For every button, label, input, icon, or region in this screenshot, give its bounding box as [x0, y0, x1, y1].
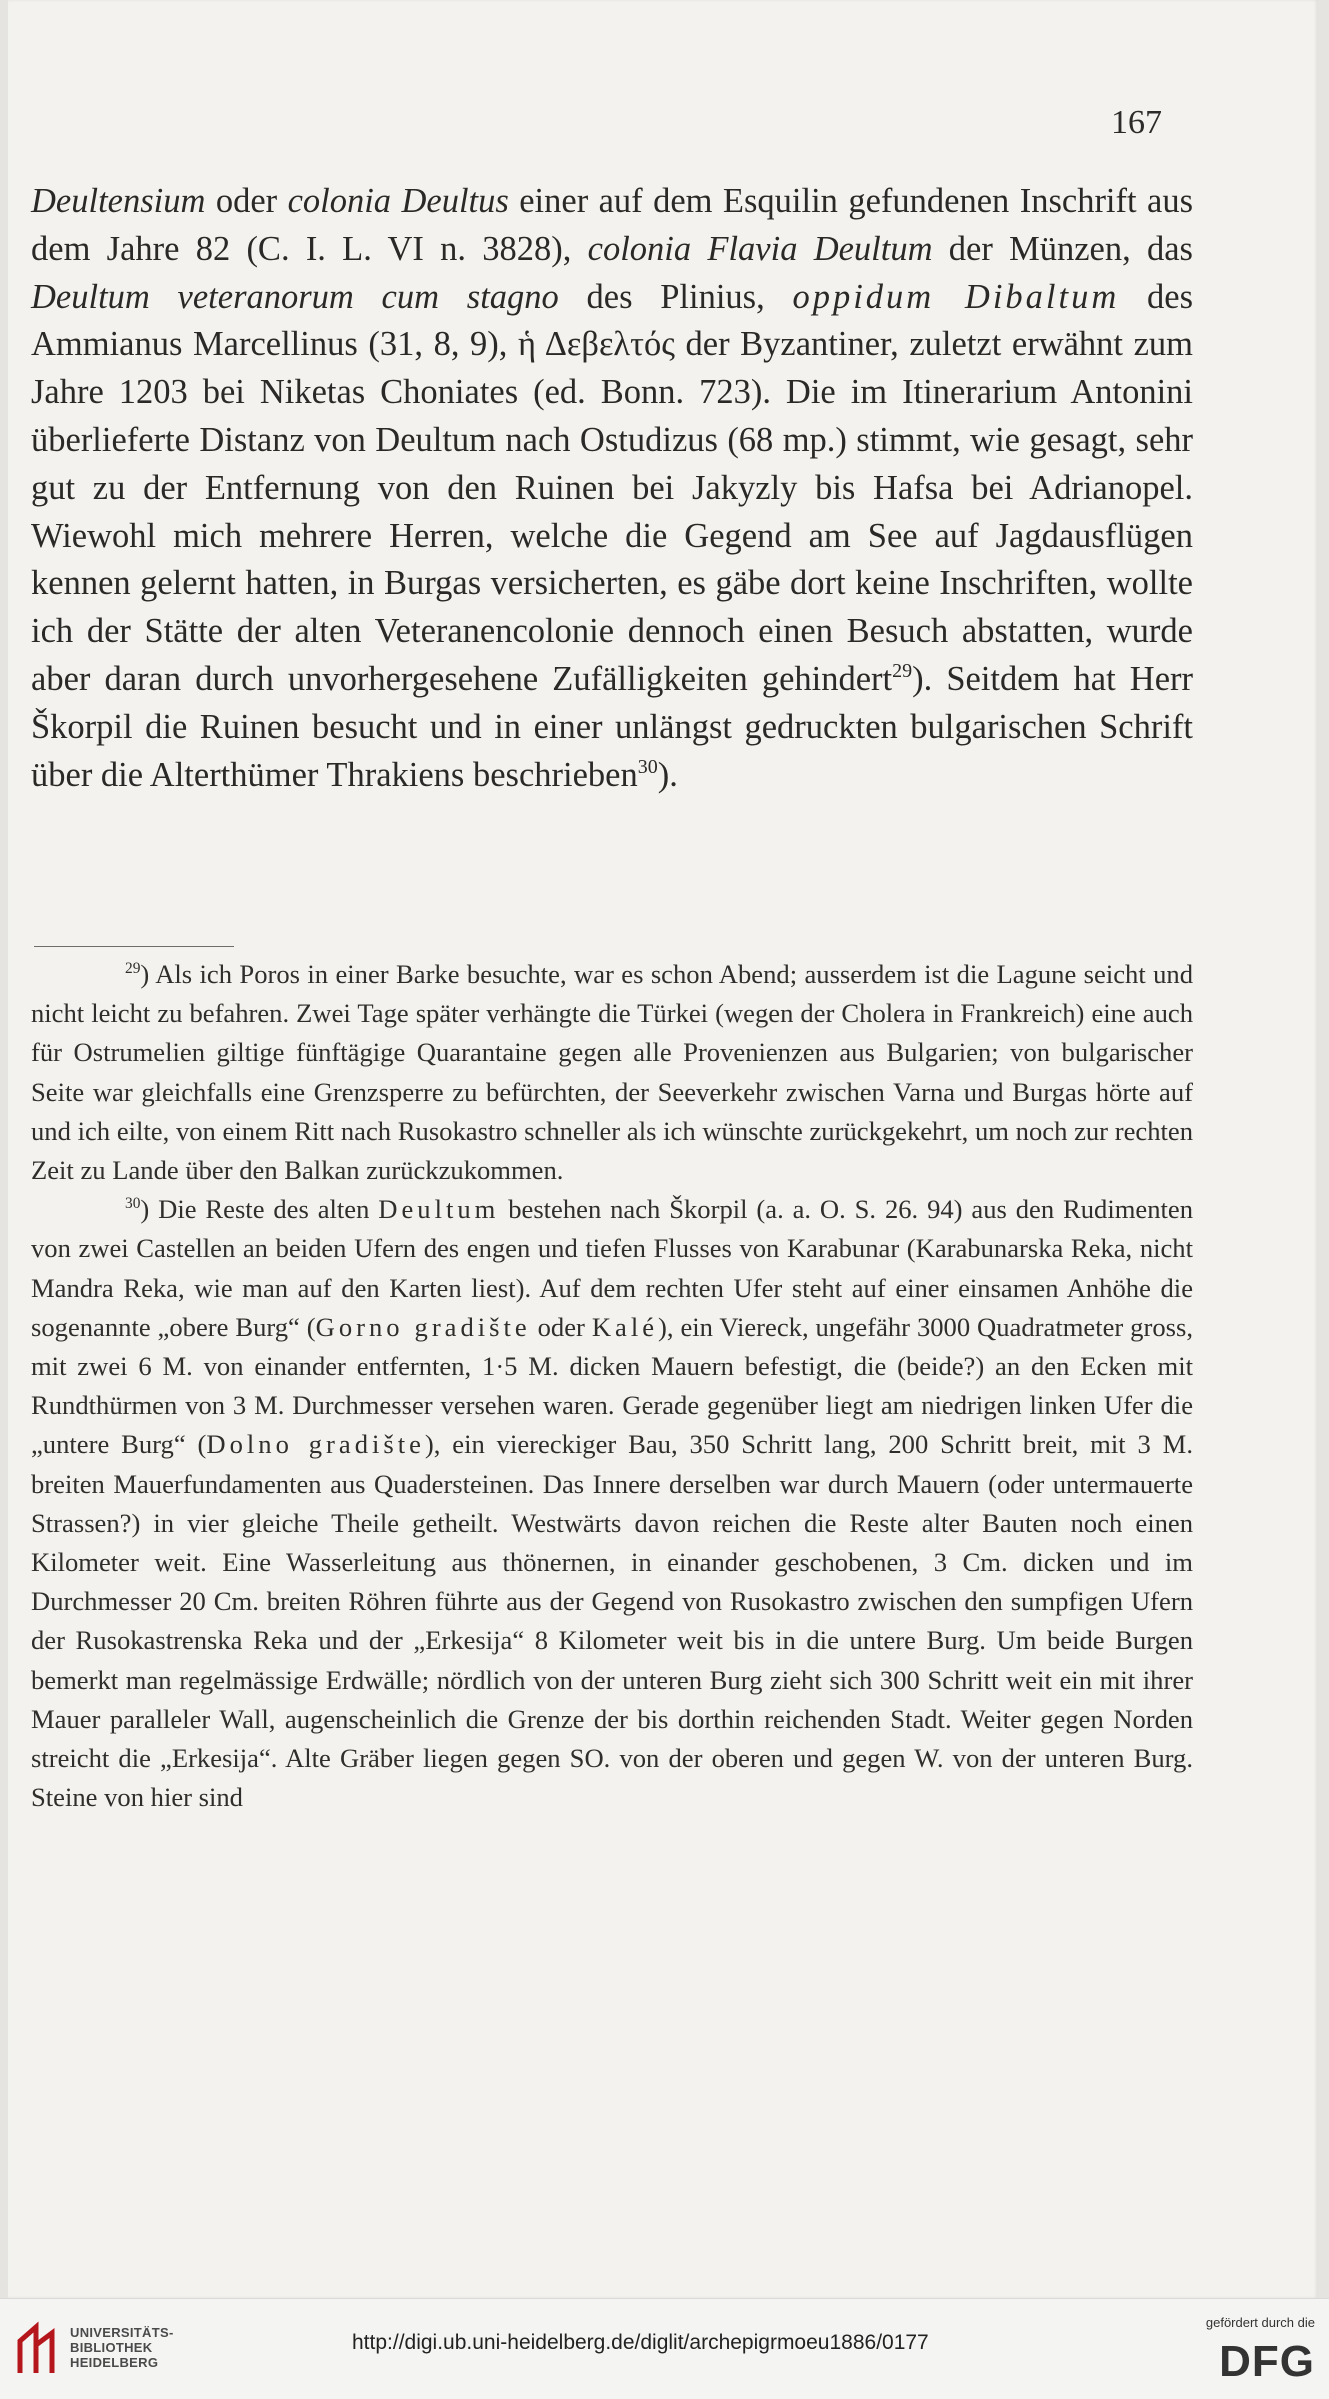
footnote-30: $^{30}$) Die Reste des alten Deultum bestehen nach Škorpil (a. a. O. S. 26. 94) aus den Rudimenten von zwei Castellen an beiden Ufern des engen und tiefen Flusses von Karabunar (Karabunarska Reka, nicht Mandra Reka, wie man auf den Karten liest). Auf dem rechten Ufer steht auf einer einsamen Anhöhe die sogenannte „obere Burg“ (Gorno gradište oder Kalé), ein Viereck, ungefähr 3000 Quadratmeter gross, mit zwei 6 M. von einander entfernten, 1·5 M. dicken Mauern befestigt, die (beide?) an den Ecken mit Rundthürmen von 3 M. Durchmesser versehen waren. Gerade gegenüber liegt am niedrigen linken Ufer die „untere Burg“ (Dolno gradište), ein viereckiger Bau, 350 Schritt lang, 200 Schritt breit, mit 3 M. breiten Mauerfundamenten aus Quadersteinen. Das Innere derselben war durch Mauern (oder untermauerte Strassen?) in vier gleiche Theile getheilt. Westwärts davon reichen die Reste alter Bauten noch einen Kilometer weit. Eine Wasserleitung aus thönernen, in einander geschobenen, 3 Cm. dicken und im Durchmesser 20 Cm. breiten Röhren führte aus der Gegend von Rusokastro zwischen den sumpfigen Ufern der Rusokastrenska Reka und der „Erkesija“ 8 Kilometer weit bis in die untere Burg. Um beide Burgen bemerkt man regelmässige Erdwälle; nördlich von der unteren Burg zieht sich 300 Schritt weit ein mit ihrer Mauer paralleler Wall, augenscheinlich die Grenze der bis dorthin reichenden Stadt. Weiter gegen Norden streicht die „Erkesija“. Alte Gräber liegen gegen SO. von der oberen und gegen W. von der unteren Burg. Steine von hier sind — [31, 1194, 1194, 1813]
library-name-line3: HEIDELBERG — [70, 2355, 159, 2370]
viewer-footer — [0, 2298, 1329, 2399]
body-paragraph: Deultensium oder colonia Deultus einer auf dem Esquilin gefundenen Inschrift aus dem Jahre 82 (C. I. L. VI n. 3828), colonia Flavia Deultum der Münzen, das Deultum veteranorum cum stagno des Plinius, oppidum Dibaltum des Ammianus Marcellinus (31, 8, 9), ἡ Δεβελτός der Byzantiner, zuletzt erwähnt zum Jahre 1203 bei Niketas Choniates (ed. Bonn. 723). Die im Itinerarium Antonini überlieferte Distanz von Deultum nach Ostudizus (68 mp.) stimmt, wie gesagt, sehr gut zu der Entfernung von den Ruinen bei Jakyzly bis Hafsa bei Adrianopel. Wiewohl mich mehrere Herren, welche die Gegend am See auf Jagdausflügen kennen gelernt hatten, in Burgas versicherten, es gäbe dort keine Inschriften, wollte ich der Stätte der alten Veteranencolonie dennoch einen Besuch abstatten, wurde aber daran durch unvorhergesehene Zufälligkeiten gehindert$^{29}$). Seitdem hat Herr Škorpil die Ruinen besucht und in einer unlängst gedruckten bulgarischen Schrift über die Alterthümer Thrakiens beschrieben$^{30}$). — [31, 182, 1194, 794]
footnote-separator — [34, 946, 234, 947]
library-name-line2: BIBLIOTHEK — [70, 2340, 153, 2355]
footnotes — [31, 955, 1193, 1817]
dfg-logo: DFG — [1219, 2337, 1315, 2386]
scanned-page — [8, 0, 1318, 2298]
permalink[interactable]: http://digi.ub.uni-heidelberg.de/diglit/archepigrmoeu1886/0177 — [352, 2331, 929, 2354]
funded-by-label: gefördert durch die — [1205, 2315, 1315, 2330]
footnote-29: $^{29}$) Als ich Poros in einer Barke besuchte, war es schon Abend; ausserdem ist die Lagune seicht und nicht leicht zu befahren. Zwei Tage später verhängte die Türkei (wegen der Cholera in Frankreich) eine auch für Ostrumelien giltige fünftägige Quarantaine gegen alle Provenienzen aus Bulgarien; von bulgarischer Seite war gleichfalls eine Grenzsperre zu befürchten, der Seeverkehr zwischen Varna und Burgas hörte auf und ich eilte, von einem Ritt nach Rusokastro schneller als ich wünschte zurückgekehrt, um noch zur rechten Zeit zu Lande über den Balkan zurückzukommen. — [31, 959, 1193, 1186]
library-name-line1: UNIVERSITÄTS- — [70, 2325, 174, 2340]
library-name — [70, 2325, 174, 2370]
page-number: 167 — [1111, 104, 1162, 141]
main-text — [31, 178, 1193, 799]
university-library-logo-icon — [14, 2321, 60, 2379]
